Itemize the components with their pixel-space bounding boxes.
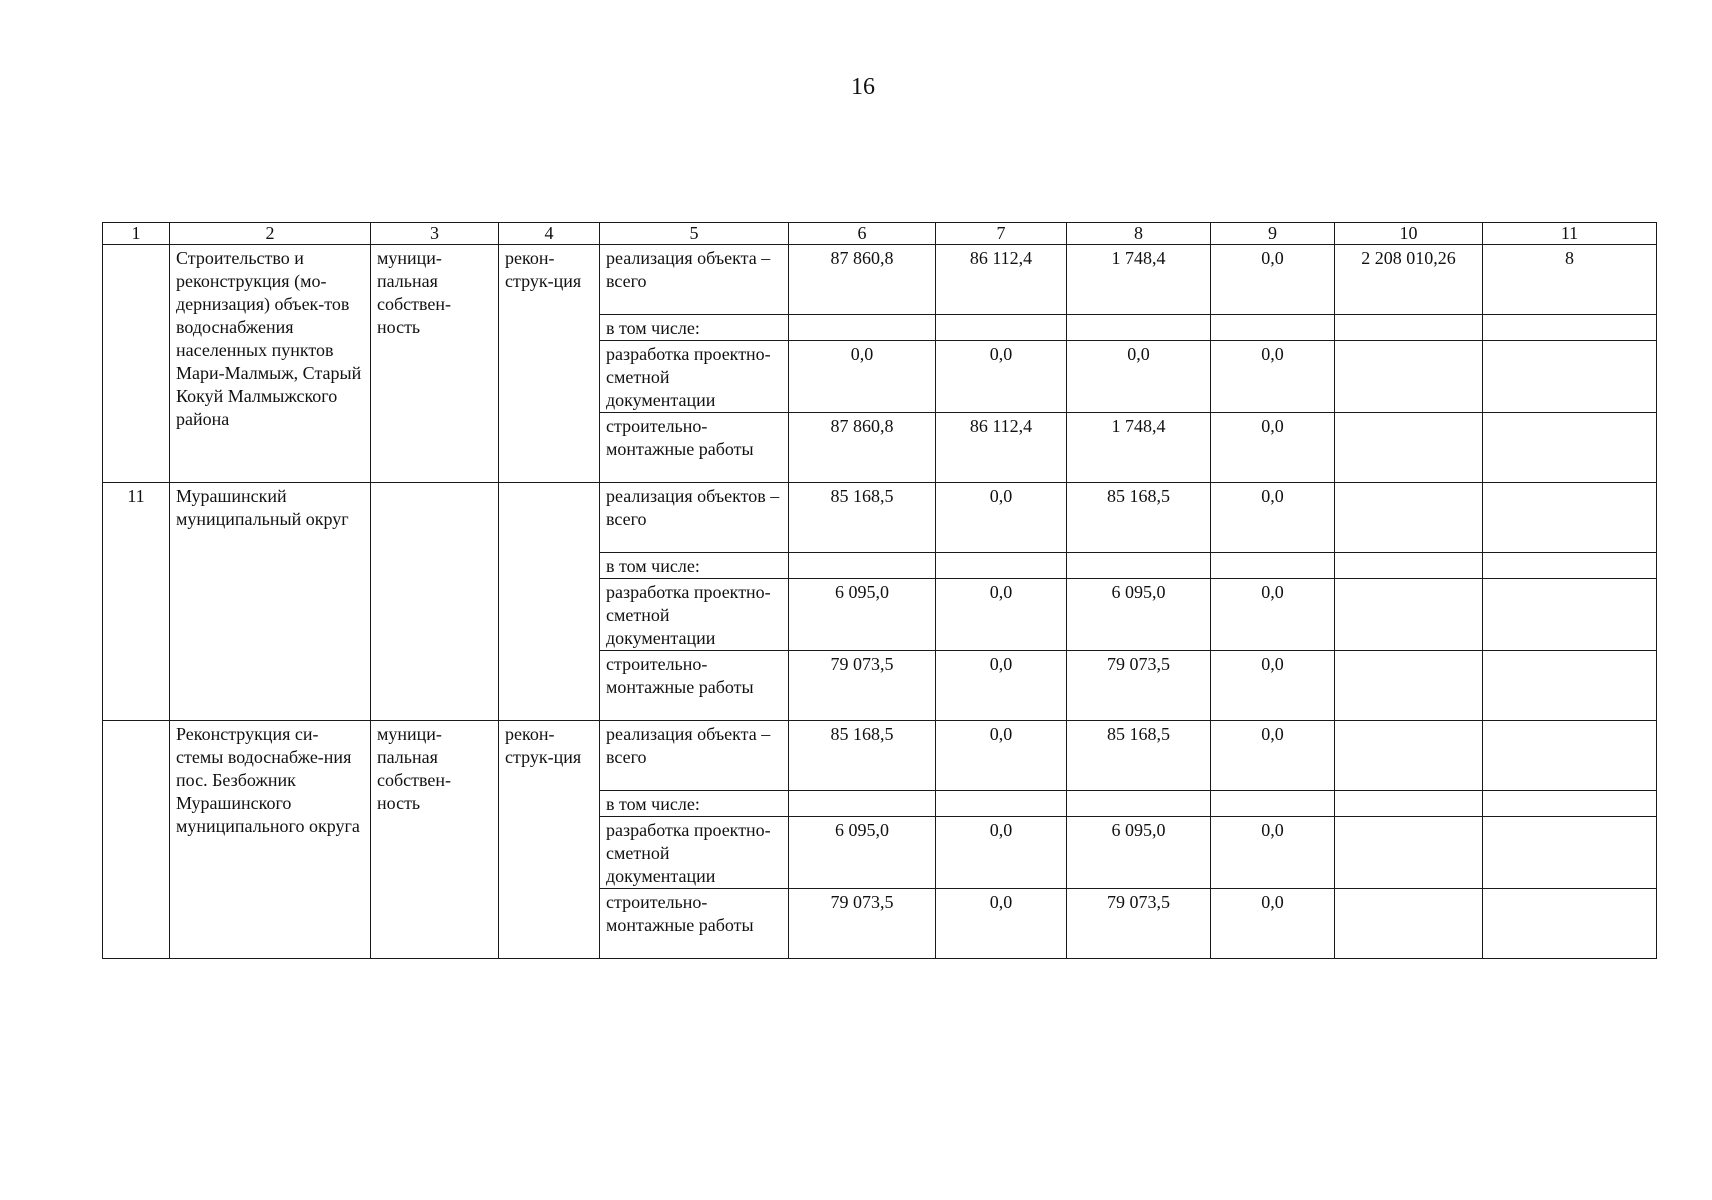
cell-c11 <box>1483 817 1657 889</box>
cell-c7 <box>936 791 1067 817</box>
cell-c6 <box>789 553 936 579</box>
cell-c11 <box>1483 315 1657 341</box>
cell-c6: 79 073,5 <box>789 651 936 721</box>
table-row <box>103 245 1657 315</box>
cell-c7: 0,0 <box>936 889 1067 959</box>
cell-c7: 0,0 <box>936 341 1067 413</box>
work-type <box>499 483 600 721</box>
row-label: разработка проектно-сметной документации <box>600 579 789 651</box>
cell-c11: 8 <box>1483 245 1657 315</box>
cell-c9: 0,0 <box>1211 413 1335 483</box>
cell-c6: 6 095,0 <box>789 579 936 651</box>
cell-c10 <box>1335 315 1483 341</box>
row-label: реализация объекта – всего <box>600 721 789 791</box>
cell-c8: 79 073,5 <box>1067 651 1211 721</box>
cell-c8 <box>1067 315 1211 341</box>
col-header: 9 <box>1211 223 1335 245</box>
cell-c9: 0,0 <box>1211 341 1335 413</box>
header-row <box>103 223 1657 245</box>
cell-c7: 0,0 <box>936 817 1067 889</box>
cell-c8 <box>1067 791 1211 817</box>
cell-c8: 85 168,5 <box>1067 483 1211 553</box>
cell-c8: 79 073,5 <box>1067 889 1211 959</box>
row-label: в том числе: <box>600 791 789 817</box>
cell-c8: 6 095,0 <box>1067 579 1211 651</box>
data-table <box>102 222 1657 959</box>
col-header: 1 <box>103 223 170 245</box>
cell-c11 <box>1483 889 1657 959</box>
col-header: 7 <box>936 223 1067 245</box>
cell-c8: 85 168,5 <box>1067 721 1211 791</box>
cell-c7: 0,0 <box>936 651 1067 721</box>
col-header: 10 <box>1335 223 1483 245</box>
cell-c9: 0,0 <box>1211 721 1335 791</box>
col-header: 2 <box>170 223 371 245</box>
object-name: Реконструкция си-стемы водоснабже-ния пос. Безбожник Мурашинского муниципального округа <box>170 721 371 959</box>
cell-c9 <box>1211 315 1335 341</box>
cell-c7 <box>936 315 1067 341</box>
col-header: 4 <box>499 223 600 245</box>
table-row <box>103 721 1657 791</box>
cell-c7: 86 112,4 <box>936 245 1067 315</box>
row-label: реализация объектов – всего <box>600 483 789 553</box>
work-type: рекон-струк-ция <box>499 245 600 483</box>
col-header: 8 <box>1067 223 1211 245</box>
row-label: в том числе: <box>600 315 789 341</box>
table-row <box>103 483 1657 553</box>
col-header: 11 <box>1483 223 1657 245</box>
work-type: рекон-струк-ция <box>499 721 600 959</box>
row-label: строительно-монтажные работы <box>600 413 789 483</box>
row-label: строительно-монтажные работы <box>600 651 789 721</box>
cell-c8: 0,0 <box>1067 341 1211 413</box>
cell-c6: 87 860,8 <box>789 413 936 483</box>
cell-c8 <box>1067 553 1211 579</box>
cell-c6 <box>789 791 936 817</box>
object-name: Строительство и реконструкция (мо-дернизация) объек-тов водоснабжения населенных пунктов Мари-Малмыж, Старый Кокуй Малмыжского района <box>170 245 371 483</box>
ownership: муници-пальная собствен-ность <box>371 721 499 959</box>
cell-c11 <box>1483 651 1657 721</box>
cell-c9 <box>1211 791 1335 817</box>
cell-c6 <box>789 315 936 341</box>
row-label: разработка проектно-сметной документации <box>600 341 789 413</box>
cell-c6: 87 860,8 <box>789 245 936 315</box>
row-label: строительно-монтажные работы <box>600 889 789 959</box>
cell-c11 <box>1483 413 1657 483</box>
cell-c10 <box>1335 791 1483 817</box>
cell-c9: 0,0 <box>1211 817 1335 889</box>
group-index: 11 <box>103 483 170 721</box>
cell-c10 <box>1335 413 1483 483</box>
cell-c10 <box>1335 483 1483 553</box>
cell-c9: 0,0 <box>1211 889 1335 959</box>
cell-c9: 0,0 <box>1211 651 1335 721</box>
cell-c11 <box>1483 553 1657 579</box>
cell-c6: 85 168,5 <box>789 483 936 553</box>
cell-c10 <box>1335 341 1483 413</box>
cell-c7: 86 112,4 <box>936 413 1067 483</box>
page-number: 16 <box>851 74 875 100</box>
group-index <box>103 245 170 483</box>
cell-c6: 79 073,5 <box>789 889 936 959</box>
cell-c11 <box>1483 341 1657 413</box>
col-header: 6 <box>789 223 936 245</box>
cell-c10: 2 208 010,26 <box>1335 245 1483 315</box>
cell-c6: 6 095,0 <box>789 817 936 889</box>
cell-c7: 0,0 <box>936 721 1067 791</box>
cell-c7: 0,0 <box>936 483 1067 553</box>
object-name: Мурашинский муниципальный округ <box>170 483 371 721</box>
row-label: реализация объекта – всего <box>600 245 789 315</box>
cell-c11 <box>1483 483 1657 553</box>
ownership <box>371 483 499 721</box>
cell-c10 <box>1335 889 1483 959</box>
cell-c6: 85 168,5 <box>789 721 936 791</box>
ownership: муници-пальная собствен-ность <box>371 245 499 483</box>
cell-c9: 0,0 <box>1211 483 1335 553</box>
cell-c11 <box>1483 791 1657 817</box>
cell-c10 <box>1335 817 1483 889</box>
cell-c11 <box>1483 721 1657 791</box>
cell-c7 <box>936 553 1067 579</box>
col-header: 3 <box>371 223 499 245</box>
cell-c6: 0,0 <box>789 341 936 413</box>
cell-c8: 1 748,4 <box>1067 413 1211 483</box>
row-label: разработка проектно-сметной документации <box>600 817 789 889</box>
cell-c8: 6 095,0 <box>1067 817 1211 889</box>
cell-c8: 1 748,4 <box>1067 245 1211 315</box>
cell-c9: 0,0 <box>1211 245 1335 315</box>
cell-c9 <box>1211 553 1335 579</box>
row-label: в том числе: <box>600 553 789 579</box>
cell-c7: 0,0 <box>936 579 1067 651</box>
cell-c10 <box>1335 579 1483 651</box>
cell-c10 <box>1335 721 1483 791</box>
cell-c10 <box>1335 553 1483 579</box>
col-header: 5 <box>600 223 789 245</box>
cell-c11 <box>1483 579 1657 651</box>
cell-c10 <box>1335 651 1483 721</box>
group-index <box>103 721 170 959</box>
cell-c9: 0,0 <box>1211 579 1335 651</box>
